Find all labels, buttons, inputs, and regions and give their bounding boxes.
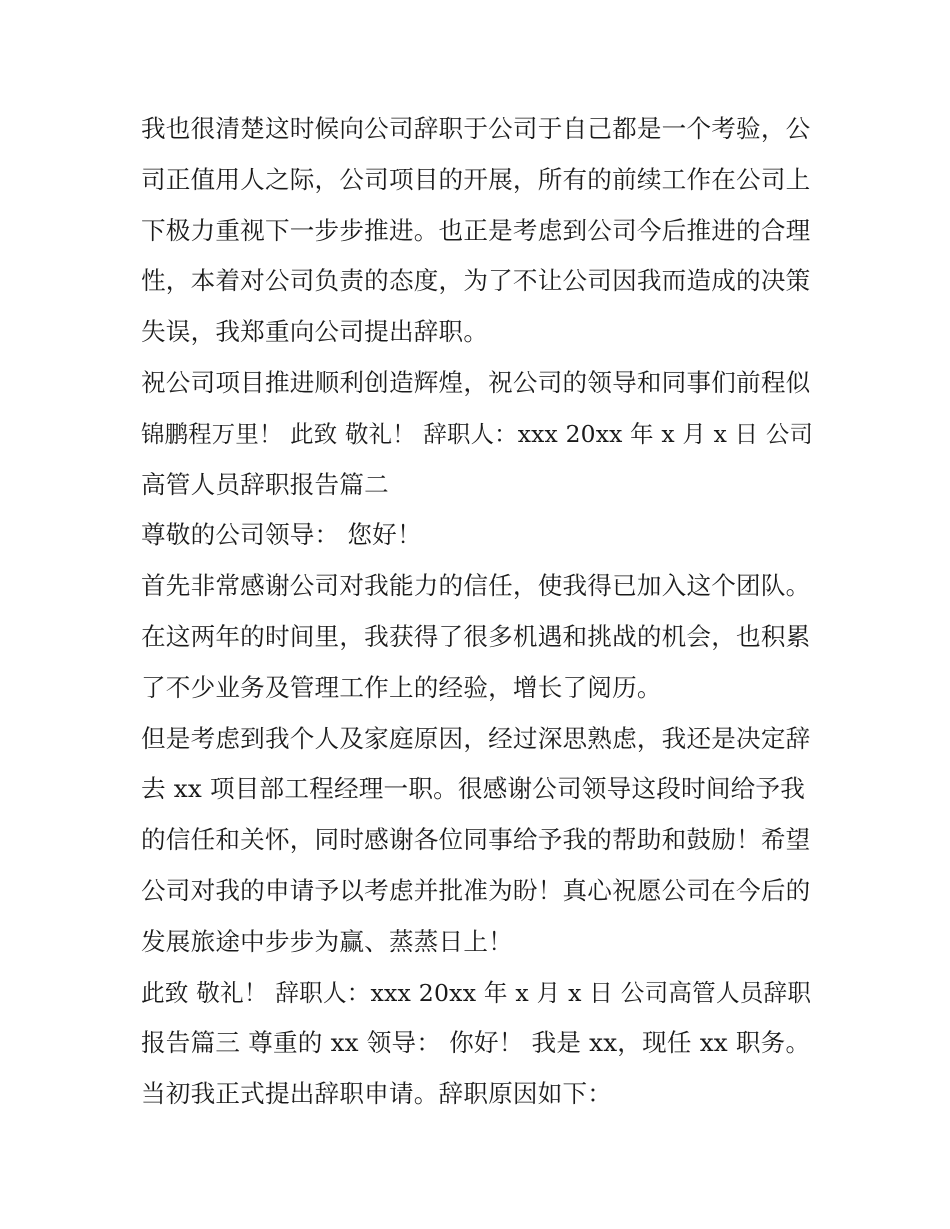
text-line: 下极力重视下一步步推进。也正是考虑到公司今后推进的合理 xyxy=(141,215,811,245)
text-line: 性，本着对公司负责的态度，为了不让公司因我而造成的决策 xyxy=(141,266,811,296)
text-line: 首先非常感谢公司对我能力的信任，使我得已加入这个团队。 xyxy=(141,571,811,601)
closing-line: 此致 敬礼！ 辞职人：xxx 20xx 年 x 月 x 日 公司高管人员辞职 xyxy=(141,978,812,1007)
text-line: 失误，我郑重向公司提出辞职。 xyxy=(141,317,489,347)
text-line: 报告篇三 尊重的 xx 领导： 你好！ 我是 xx，现任 xx 职务。 xyxy=(141,1028,811,1058)
text-line: 的信任和关怀，同时感谢各位同事给予我的帮助和鼓励！希望 xyxy=(141,825,811,855)
text-line: 了不少业务及管理工作上的经验，增长了阅历。 xyxy=(141,672,662,702)
salutation: 尊敬的公司领导： 您好！ xyxy=(141,520,422,550)
text-line: 锦鹏程万里！ 此致 敬礼！ 辞职人：xxx 20xx 年 x 月 x 日 公司 xyxy=(141,419,814,448)
text-line: 公司对我的申请予以考虑并批准为盼！真心祝愿公司在今后的 xyxy=(141,875,811,905)
text-line: 去 xx 项目部工程经理一职。很感谢公司领导这段时间给予我 xyxy=(141,774,806,804)
text-line: 但是考虑到我个人及家庭原因，经过深思熟虑，我还是决定辞 xyxy=(141,723,811,753)
section-heading: 高管人员辞职报告篇二 xyxy=(141,469,389,499)
text-line: 当初我正式提出辞职申请。辞职原因如下： xyxy=(141,1079,613,1109)
text-line: 在这两年的时间里，我获得了很多机遇和挑战的机会，也积累 xyxy=(141,621,811,651)
text-line: 祝公司项目推进顺利创造辉煌，祝公司的领导和同事们前程似 xyxy=(141,367,811,397)
text-line: 我也很清楚这时候向公司辞职于公司于自己都是一个考验，公 xyxy=(141,114,811,143)
text-line: 发展旅途中步步为赢、蒸蒸日上！ xyxy=(141,926,513,956)
document-body xyxy=(141,104,813,1120)
text-line: 司正值用人之际，公司项目的开展，所有的前续工作在公司上 xyxy=(141,164,811,194)
